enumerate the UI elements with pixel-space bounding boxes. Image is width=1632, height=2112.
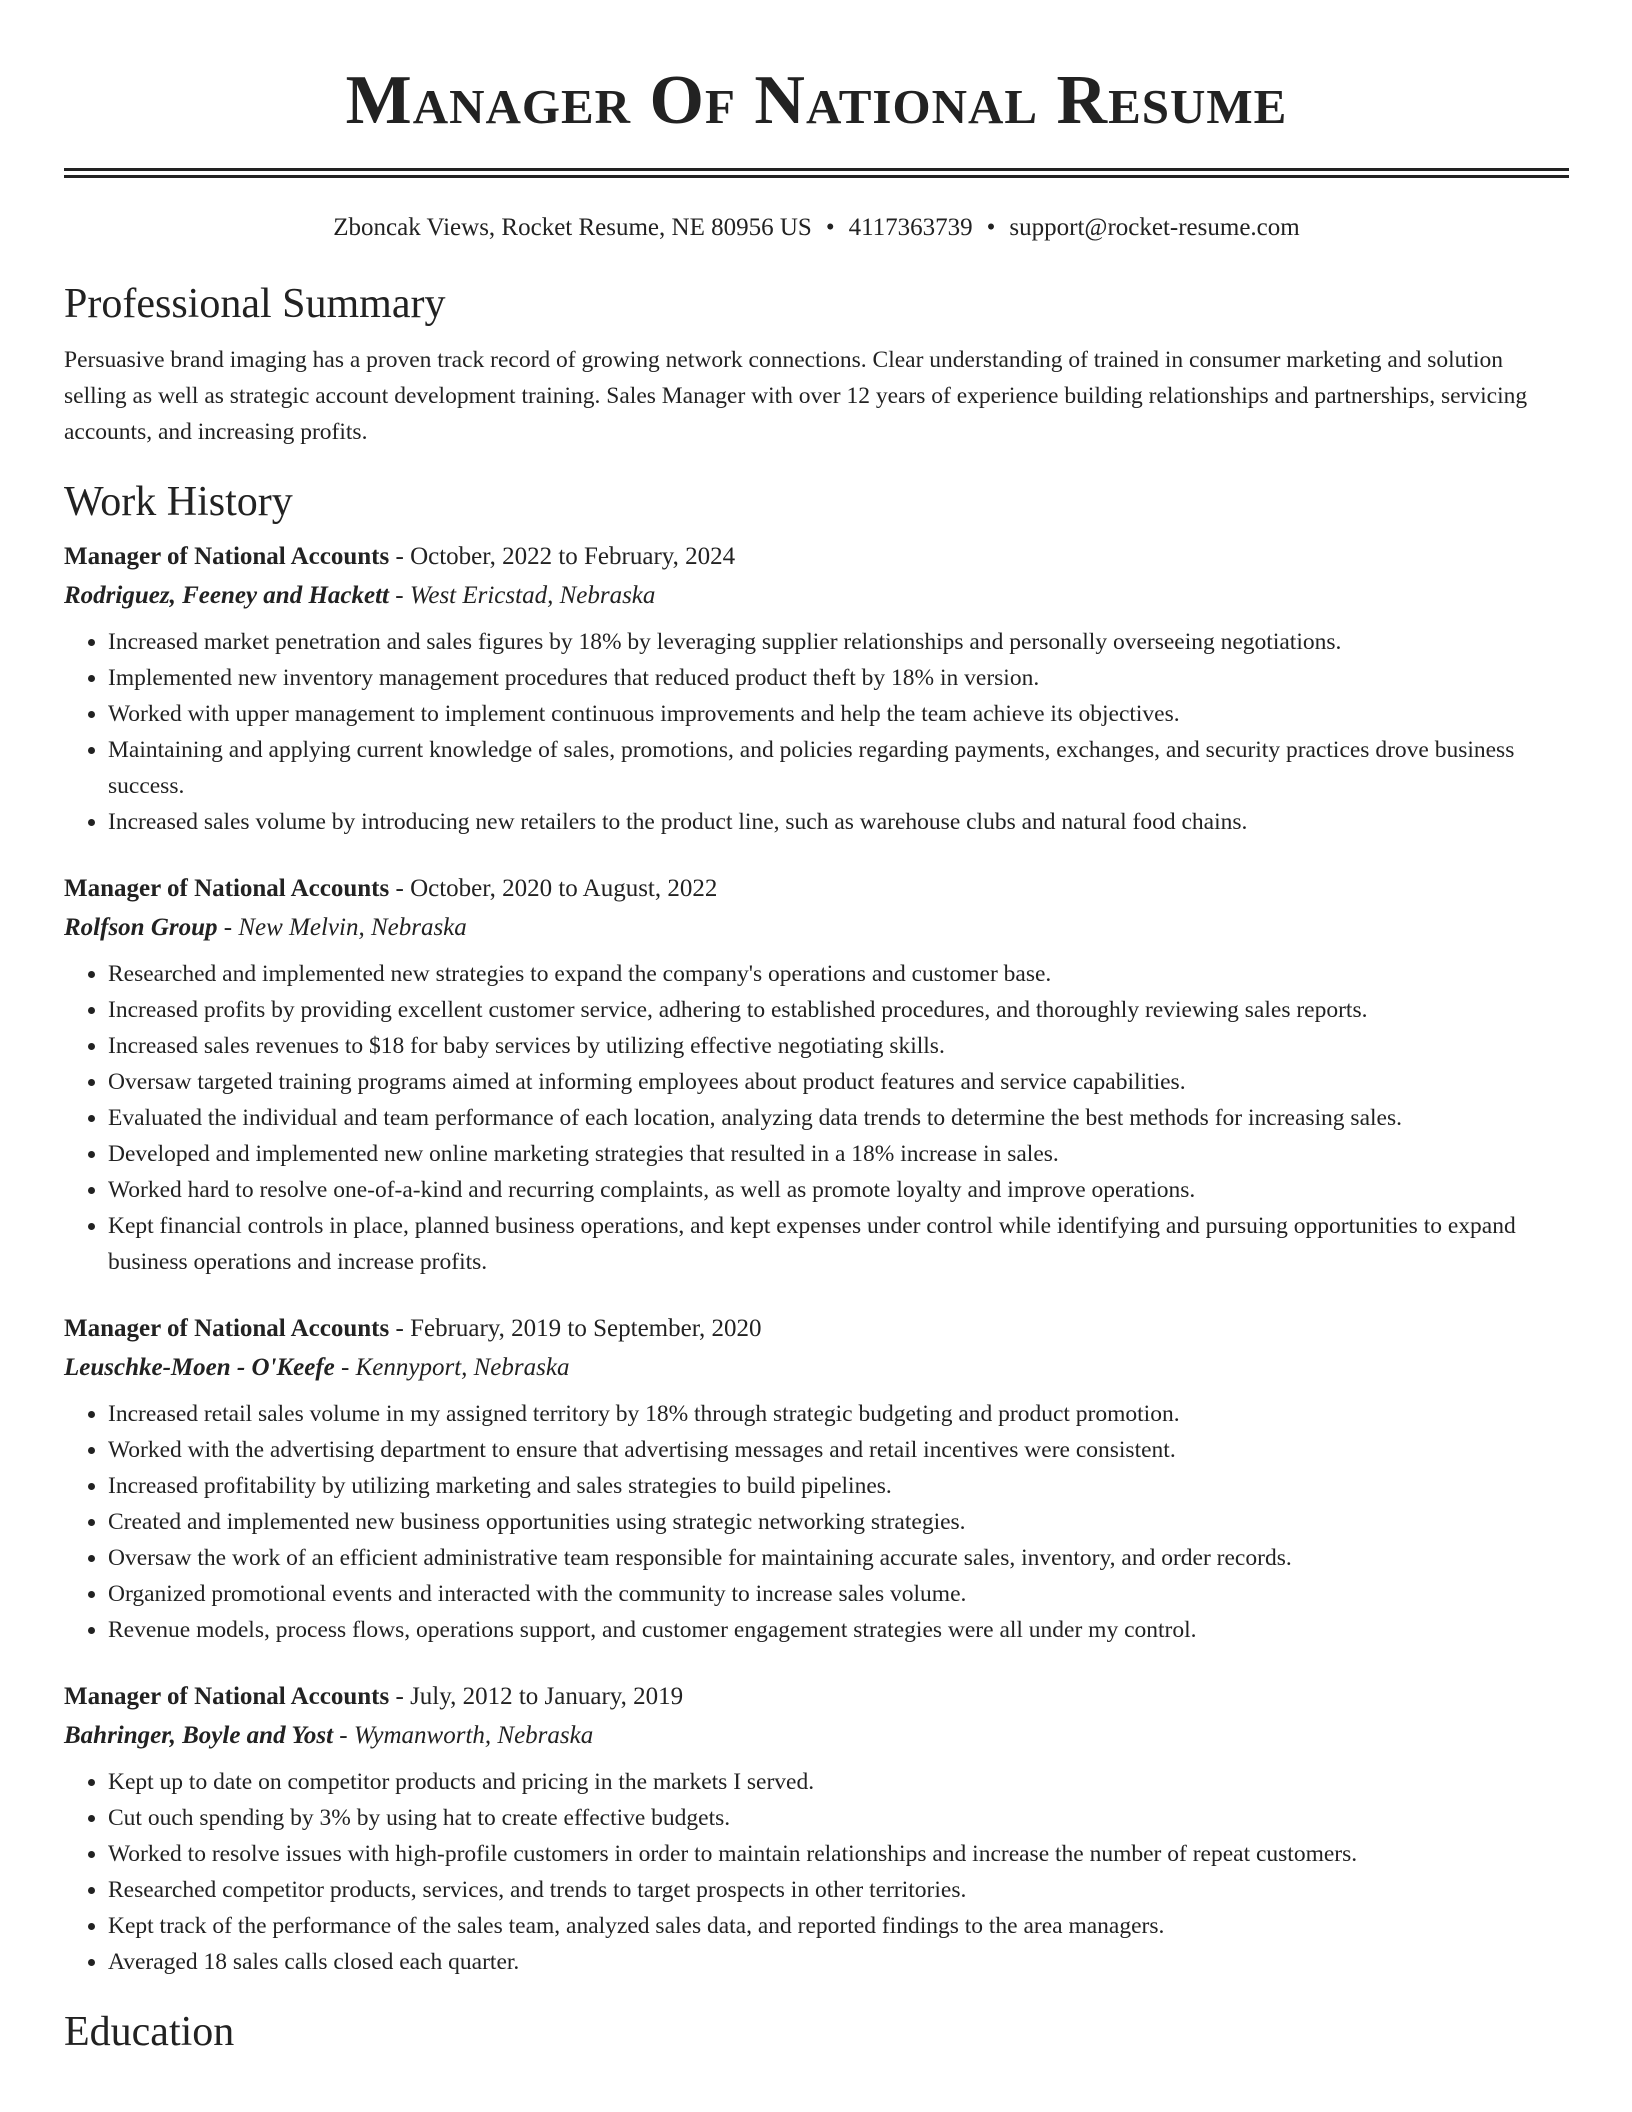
job-title-line [64,870,1569,908]
job-bullet: • Increased retail sales volume in my assigned territory by 18% through strategic budgeting and product promotion. [108,1396,1569,1432]
job-bullet: • Increased profits by providing excellent customer service, adhering to established procedures, and thoroughly reviewing sales reports. [108,992,1569,1028]
contact-address: Zboncak Views, Rocket Resume, NE 80956 US [333,214,812,241]
education-heading: Education [64,2009,235,2055]
job-bullet: • Organized promotional events and interacted with the community to increase sales volume. [108,1576,1569,1612]
job-title-line [64,1310,1569,1348]
job-bullet: • Averaged 18 sales calls closed each quarter. [108,1944,1569,1980]
contact-email: support@rocket-resume.com [1009,214,1300,241]
job-entry [64,538,1569,840]
work-history-list [64,538,1569,1980]
job-bullet: • Worked hard to resolve one-of-a-kind and recurring complaints, as well as promote loyalty and improve operations. [108,1172,1569,1208]
job-dates: February, 2019 to September, 2020 [410,1315,762,1342]
job-entry [64,870,1569,1280]
job-title: Manager of National Accounts [64,1683,390,1710]
job-title: Manager of National Accounts [64,1315,390,1342]
job-bullet: • Oversaw targeted training programs aimed at informing employees about product features and service capabilities. [108,1064,1569,1100]
job-bullet: • Researched competitor products, services, and trends to target prospects in other territories. [108,1872,1569,1908]
job-bullet: • Increased market penetration and sales figures by 18% by leveraging supplier relationships and personally overseeing negotiations. [108,624,1569,660]
job-dash: - [389,1315,411,1342]
job-company-line [64,1716,1569,1756]
job-company-line [64,1348,1569,1388]
job-dash: - [389,875,411,902]
job-dates: October, 2022 to February, 2024 [410,543,736,570]
job-location: New Melvin, Nebraska [238,914,467,941]
job-bullet: • Kept track of the performance of the sales team, analyzed sales data, and reported findings to the area managers. [108,1908,1569,1944]
job-bullet: • Worked to resolve issues with high-profile customers in order to maintain relationships and increase the number of repeat customers. [108,1836,1569,1872]
job-bullet: • Evaluated the individual and team performance of each location, analyzing data trends to determine the best methods for increasing sales. [108,1100,1569,1136]
job-location: West Ericstad, Nebraska [409,582,656,609]
job-bullet: • Worked with upper management to implement continuous improvements and help the team achieve its objectives. [108,696,1569,732]
job-bullet: • Worked with the advertising department to ensure that advertising messages and retail incentives were consistent. [108,1432,1569,1468]
job-title: Manager of National Accounts [64,875,390,902]
job-title: Manager of National Accounts [64,543,390,570]
job-dash: - [217,914,239,941]
job-bullet-list [64,1764,1569,1980]
work-history-heading: Work History [64,479,293,525]
job-bullet: • Oversaw the work of an efficient administrative team responsible for maintaining accurate sales, inventory, and order records. [108,1540,1569,1576]
job-bullet: • Implemented new inventory management procedures that reduced product theft by 18% in version. [108,660,1569,696]
job-bullet-list [64,1396,1569,1648]
job-company: Rolfson Group [64,914,218,941]
summary-text: Persuasive brand imaging has a proven track record of growing network connections. Clear understanding of trained in consumer marketing and solution selling as well as strategic account development training. Sales Manager with over 12 years of experience building relationships and partnerships, servicing accounts, and increasing profits. [64,347,1528,445]
job-title-line [64,538,1569,576]
job-entry [64,1310,1569,1648]
job-bullet: • Kept financial controls in place, planned business operations, and kept expenses under control while identifying and pursuing opportunities to expand business operations and increase profits. [108,1208,1569,1280]
job-dash: - [389,1683,411,1710]
resume-title: Manager Of National Resume [345,62,1288,139]
job-bullet-list [64,624,1569,840]
job-bullet: • Increased sales revenues to $18 for baby services by utilizing effective negotiating skills. [108,1028,1569,1064]
title-divider [64,168,1569,178]
job-bullet: • Researched and implemented new strategies to expand the company's operations and customer base. [108,956,1569,992]
contact-separator: • [986,214,996,241]
contact-separator: • [825,214,835,241]
job-location: Kennyport, Nebraska [355,1354,570,1381]
job-bullet: • Cut ouch spending by 3% by using hat to create effective budgets. [108,1800,1569,1836]
job-dash: - [388,582,410,609]
job-bullet: • Developed and implemented new online marketing strategies that resulted in a 18% increase in sales. [108,1136,1569,1172]
resume-page [64,0,1569,2058]
contact-phone: 4117363739 [848,214,973,241]
summary-heading: Professional Summary [64,281,446,327]
job-dash: - [334,1354,356,1381]
job-dates: July, 2012 to January, 2019 [410,1683,684,1710]
contact-line [64,212,1569,244]
job-company: Leuschke-Moen - O'Keefe [64,1354,335,1381]
job-entry [64,1678,1569,1980]
job-bullet-list [64,956,1569,1280]
job-company-line [64,576,1569,616]
job-dash: - [333,1722,354,1749]
job-bullet: • Maintaining and applying current knowledge of sales, promotions, and policies regarding payments, exchanges, and security practices drove business success. [108,732,1569,804]
job-company-line [64,908,1569,948]
job-bullet: • Revenue models, process flows, operations support, and customer engagement strategies were all under my control. [108,1612,1569,1648]
job-bullet: • Kept up to date on competitor products and pricing in the markets I served. [108,1764,1569,1800]
job-bullet: • Increased sales volume by introducing new retailers to the product line, such as warehouse clubs and natural food chains. [108,804,1569,840]
job-bullet: • Increased profitability by utilizing marketing and sales strategies to build pipelines. [108,1468,1569,1504]
job-dates: October, 2020 to August, 2022 [410,875,718,902]
job-title-line [64,1678,1569,1716]
job-company: Rodriguez, Feeney and Hackett [64,582,389,609]
job-location: Wymanworth, Nebraska [353,1722,594,1749]
job-bullet: • Created and implemented new business opportunities using strategic networking strategies. [108,1504,1569,1540]
job-dash: - [389,543,411,570]
job-company: Bahringer, Boyle and Yost [64,1722,334,1749]
